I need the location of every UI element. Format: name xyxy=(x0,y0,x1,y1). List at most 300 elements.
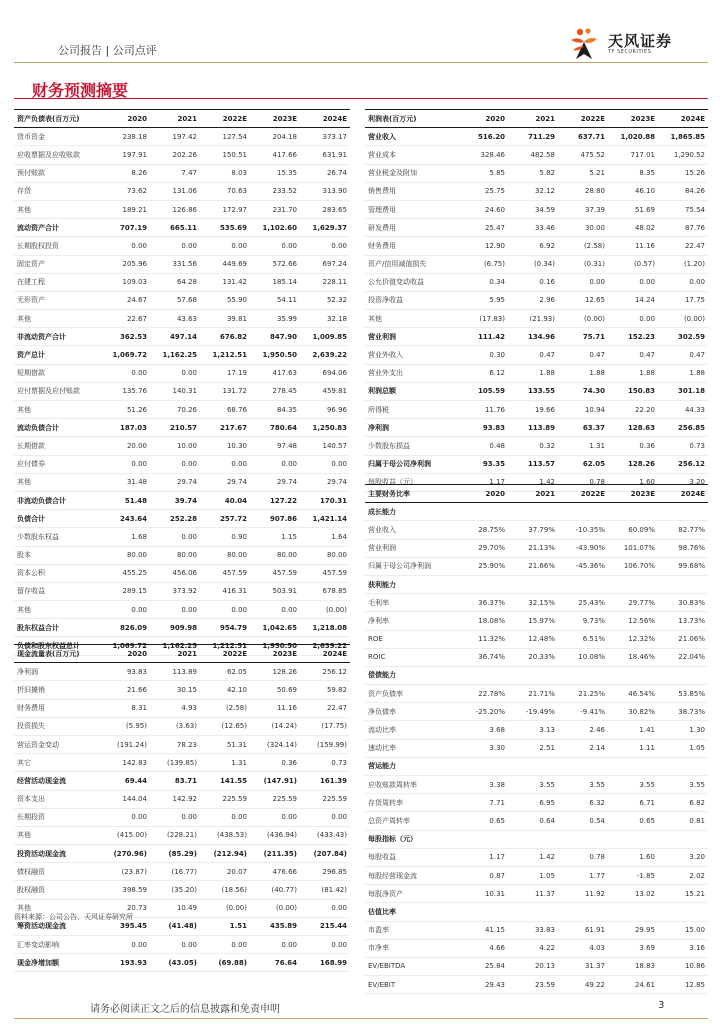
row-label: 货币资金 xyxy=(14,128,100,146)
table-row xyxy=(365,237,708,255)
cell-value: 780.64 xyxy=(250,419,300,437)
cell-value: 134.96 xyxy=(508,328,558,346)
cell-value: 7.71 xyxy=(458,794,508,812)
table-row xyxy=(14,491,350,509)
row-label: 投资损失 xyxy=(14,717,100,735)
cell-value: 150.83 xyxy=(608,382,658,400)
cell-value: 35.99 xyxy=(250,310,300,328)
row-label: 其他 xyxy=(14,473,100,491)
cell-value: 10.30 xyxy=(200,437,250,455)
cell-value: 0.00 xyxy=(608,273,658,291)
cell-value: 0.00 xyxy=(150,455,200,473)
cell-value: 0.54 xyxy=(558,812,608,830)
footer-divider xyxy=(14,1018,708,1019)
table-row xyxy=(365,521,708,539)
header-divider xyxy=(14,62,708,63)
table-row xyxy=(365,939,708,957)
cell-value: 457.59 xyxy=(200,564,250,582)
table-row xyxy=(365,539,708,557)
table-header-row xyxy=(365,485,708,503)
cell-value: 516.20 xyxy=(458,128,508,146)
cell-value: (0.00) xyxy=(300,601,350,619)
column-header: 2023E xyxy=(250,110,300,128)
cell-value: 140.57 xyxy=(300,437,350,455)
row-label: 偿债能力 xyxy=(365,666,458,684)
row-label: 营运资金变动 xyxy=(14,735,100,753)
cell-value: 1.88 xyxy=(558,364,608,382)
column-header: 2023E xyxy=(608,485,658,503)
cell-value: 97.48 xyxy=(250,437,300,455)
cell-value: 459.81 xyxy=(300,382,350,400)
cell-value: 3.55 xyxy=(658,776,708,794)
cell-value: 1,950.50 xyxy=(250,346,300,364)
cell-value: 34.59 xyxy=(508,200,558,218)
cell-value: 73.62 xyxy=(100,182,150,200)
cell-value: 2.02 xyxy=(658,866,708,884)
cell-value: 0.47 xyxy=(608,346,658,364)
cell-value: 28.75% xyxy=(458,521,508,539)
cell-value: 23.59 xyxy=(508,976,558,994)
cell-value xyxy=(658,757,708,775)
cell-value: 32.18 xyxy=(300,310,350,328)
row-label: 净利率 xyxy=(365,612,458,630)
cell-value: 51.31 xyxy=(200,735,250,753)
cell-value: (0.00) xyxy=(250,899,300,917)
cell-value: 1.60 xyxy=(608,473,658,491)
cell-value: (40.77) xyxy=(250,881,300,899)
row-label: 估值比率 xyxy=(365,903,458,921)
cell-value: 31.48 xyxy=(100,473,150,491)
column-header: 2023E xyxy=(250,645,300,663)
row-label: ROE xyxy=(365,630,458,648)
cell-value: 31.37 xyxy=(558,957,608,975)
table-row xyxy=(14,473,350,491)
cell-value: 75.71 xyxy=(558,328,608,346)
cell-value: (43.05) xyxy=(150,954,200,972)
cell-value: 98.76% xyxy=(658,539,708,557)
cell-value: 1.88 xyxy=(658,364,708,382)
cell-value: 455.25 xyxy=(100,564,150,582)
cell-value: -43.90% xyxy=(558,539,608,557)
cell-value: 87.76 xyxy=(658,219,708,237)
table-row xyxy=(14,936,350,954)
column-header: 2020 xyxy=(458,485,508,503)
column-header: 2023E xyxy=(608,110,658,128)
cell-value: 20.07 xyxy=(200,863,250,881)
cell-value: 141.55 xyxy=(200,772,250,790)
cell-value: 1.42 xyxy=(508,473,558,491)
cell-value: 215.44 xyxy=(300,917,350,935)
cell-value xyxy=(508,903,558,921)
row-label: 每股收益 xyxy=(365,848,458,866)
column-header: 2024E xyxy=(300,110,350,128)
cell-value: 52.32 xyxy=(300,291,350,309)
cell-value: 30.83% xyxy=(658,594,708,612)
cell-value: 50.69 xyxy=(250,681,300,699)
cell-value: 225.59 xyxy=(300,790,350,808)
table-row xyxy=(365,721,708,739)
cell-value: (17.83) xyxy=(458,310,508,328)
cell-value: 503.91 xyxy=(250,582,300,600)
row-label: 股东权益合计 xyxy=(14,619,100,637)
cell-value: 435.89 xyxy=(250,917,300,935)
table-row xyxy=(365,273,708,291)
cell-value: 24.60 xyxy=(458,200,508,218)
company-logo xyxy=(566,26,706,62)
cell-value: 0.00 xyxy=(100,455,150,473)
row-label: 其他 xyxy=(14,826,100,844)
cell-value: 8.31 xyxy=(100,699,150,717)
cell-value: 4.03 xyxy=(558,939,608,957)
cell-value: 6.12 xyxy=(458,364,508,382)
cell-value: 2,639.22 xyxy=(300,346,350,364)
table-row xyxy=(365,976,708,994)
cell-value: 0.34 xyxy=(458,273,508,291)
cell-value: (228.21) xyxy=(150,826,200,844)
row-label: 经营活动现金流 xyxy=(14,772,100,790)
cell-value: 1.11 xyxy=(608,739,658,757)
cell-value: 456.06 xyxy=(150,564,200,582)
cell-value: 1.05 xyxy=(658,739,708,757)
cell-value: 22.20 xyxy=(608,401,658,419)
row-label: 流动比率 xyxy=(365,721,458,739)
cell-value: 15.21 xyxy=(658,885,708,903)
table-row xyxy=(14,845,350,863)
row-label: 非流动负债合计 xyxy=(14,491,100,509)
cell-value xyxy=(558,575,608,593)
row-label: 投资净收益 xyxy=(365,291,458,309)
cell-value: (1.20) xyxy=(658,255,708,273)
cell-value: 93.83 xyxy=(458,419,508,437)
cell-value: 1.42 xyxy=(508,848,558,866)
cell-value: 22.47 xyxy=(658,237,708,255)
cell-value xyxy=(458,575,508,593)
cell-value: 49.22 xyxy=(558,976,608,994)
cell-value: 135.76 xyxy=(100,382,150,400)
row-label: 资产总计 xyxy=(14,346,100,364)
cell-value: 8.26 xyxy=(100,164,150,182)
logo-mark-icon xyxy=(566,26,602,62)
cell-value: 1.88 xyxy=(508,364,558,382)
cell-value: 2.14 xyxy=(558,739,608,757)
column-header: 2022E xyxy=(558,110,608,128)
cell-value: 0.00 xyxy=(608,310,658,328)
table-row xyxy=(14,182,350,200)
row-label: 净负债率 xyxy=(365,703,458,721)
column-header: 2022E xyxy=(200,645,250,663)
cell-value: (12.65) xyxy=(200,717,250,735)
page-title: 财务预测摘要 xyxy=(32,81,129,100)
cell-value: 5.95 xyxy=(458,291,508,309)
row-label: 公允价值变动收益 xyxy=(365,273,458,291)
cell-value: 113.57 xyxy=(508,455,558,473)
cell-value: 0.00 xyxy=(100,808,150,826)
cell-value: 78.23 xyxy=(150,735,200,753)
cell-value: 225.59 xyxy=(200,790,250,808)
cell-value: 24.61 xyxy=(608,976,658,994)
cell-value: 6.32 xyxy=(558,794,608,812)
cell-value: (270.96) xyxy=(100,845,150,863)
cell-value: 954.79 xyxy=(200,619,250,637)
row-label: 成长能力 xyxy=(365,503,458,521)
cell-value: 126.86 xyxy=(150,200,200,218)
row-label: 资产负债率 xyxy=(365,685,458,703)
cell-value: 189.21 xyxy=(100,200,150,218)
cell-value: 44.33 xyxy=(658,401,708,419)
table-row xyxy=(365,630,708,648)
cell-value: 84.35 xyxy=(250,401,300,419)
cell-value: 717.01 xyxy=(608,146,658,164)
cell-value: 25.75 xyxy=(458,182,508,200)
row-label: 其他 xyxy=(14,310,100,328)
row-label: 应付票据及应付账款 xyxy=(14,382,100,400)
cell-value: 637.71 xyxy=(558,128,608,146)
cell-value: 21.66% xyxy=(508,557,558,575)
cell-value: (0.34) xyxy=(508,255,558,273)
row-label: 负债和股东权益总计 xyxy=(14,637,100,655)
table-row xyxy=(14,382,350,400)
cell-value: 231.70 xyxy=(250,200,300,218)
table-row xyxy=(14,619,350,637)
cell-value: 51.48 xyxy=(100,491,150,509)
row-label: 股权融资 xyxy=(14,881,100,899)
cell-value: 39.81 xyxy=(200,310,250,328)
row-label: 所得税 xyxy=(365,401,458,419)
table-row xyxy=(14,437,350,455)
cell-value: 18.83 xyxy=(608,957,658,975)
cell-value: 10.94 xyxy=(558,401,608,419)
table-row xyxy=(14,455,350,473)
cell-value: 185.14 xyxy=(250,273,300,291)
cell-value: 252.28 xyxy=(150,510,200,528)
row-label: 每股收益（元） xyxy=(365,473,458,491)
row-label: 销售费用 xyxy=(365,182,458,200)
cell-value: 140.31 xyxy=(150,382,200,400)
cell-value: 6.92 xyxy=(508,237,558,255)
table-row xyxy=(14,164,350,182)
cell-value: 80.00 xyxy=(200,546,250,564)
row-label: 存货 xyxy=(14,182,100,200)
cell-value: 0.00 xyxy=(100,364,150,382)
cell-value: 60.09% xyxy=(608,521,658,539)
row-label: 固定资产 xyxy=(14,255,100,273)
cell-value: 11.76 xyxy=(458,401,508,419)
cell-value: 15.35 xyxy=(250,164,300,182)
cell-value: 3.20 xyxy=(658,848,708,866)
cell-value: 11.32% xyxy=(458,630,508,648)
row-label: 市盈率 xyxy=(365,921,458,939)
cell-value: 11.37 xyxy=(508,885,558,903)
cell-value: 14.24 xyxy=(608,291,658,309)
table-row xyxy=(14,954,350,972)
cell-value: (85.29) xyxy=(150,845,200,863)
cell-value: 62.05 xyxy=(200,663,250,681)
cell-value xyxy=(558,503,608,521)
cell-value: 128.26 xyxy=(608,455,658,473)
cell-value: 0.47 xyxy=(658,346,708,364)
cell-value xyxy=(658,903,708,921)
row-label: 非流动资产合计 xyxy=(14,328,100,346)
cell-value: 25.47 xyxy=(458,219,508,237)
column-header: 2022E xyxy=(200,110,250,128)
cell-value: 21.13% xyxy=(508,539,558,557)
row-label: 净利润 xyxy=(365,419,458,437)
row-label: ROIC xyxy=(365,648,458,666)
row-label: 少数股东损益 xyxy=(365,437,458,455)
table-row xyxy=(365,255,708,273)
cell-value: 711.29 xyxy=(508,128,558,146)
cell-value: 20.73 xyxy=(100,899,150,917)
cell-value: 1,042.65 xyxy=(250,619,300,637)
cell-value: 30.15 xyxy=(150,681,200,699)
cell-value: 99.68% xyxy=(658,557,708,575)
cell-value: (21.93) xyxy=(508,310,558,328)
cell-value xyxy=(558,830,608,848)
table-row xyxy=(14,273,350,291)
cell-value: 676.82 xyxy=(200,328,250,346)
table-row xyxy=(365,419,708,437)
cell-value xyxy=(458,503,508,521)
table-row xyxy=(365,328,708,346)
row-label: 筹资活动现金流 xyxy=(14,917,100,935)
column-header: 2024E xyxy=(658,110,708,128)
table-row xyxy=(365,921,708,939)
column-header: 2021 xyxy=(508,485,558,503)
report-type-label: 公司报告 | 公司点评 xyxy=(58,44,157,57)
cell-value: 289.15 xyxy=(100,582,150,600)
cell-value: 0.00 xyxy=(200,455,250,473)
cell-value xyxy=(558,757,608,775)
cell-value: 457.59 xyxy=(300,564,350,582)
cell-value: 1,421.14 xyxy=(300,510,350,528)
row-label: 营业利润 xyxy=(365,328,458,346)
cell-value: 535.69 xyxy=(200,219,250,237)
cell-value: 631.91 xyxy=(300,146,350,164)
cell-value: 1,250.83 xyxy=(300,419,350,437)
cell-value: 69.44 xyxy=(100,772,150,790)
cell-value: 193.93 xyxy=(100,954,150,972)
table-row xyxy=(365,128,708,146)
cell-value: 29.74 xyxy=(150,473,200,491)
cell-value xyxy=(508,830,558,848)
column-header: 主要财务比率 xyxy=(365,485,458,503)
row-label: 市净率 xyxy=(365,939,458,957)
cell-value: 233.52 xyxy=(250,182,300,200)
cell-value: (0.31) xyxy=(558,255,608,273)
cell-value: 909.98 xyxy=(150,619,200,637)
cell-value xyxy=(608,503,658,521)
cell-value: 0.00 xyxy=(300,936,350,954)
cell-value: 48.02 xyxy=(608,219,658,237)
cell-value: 21.25% xyxy=(558,685,608,703)
cell-value: 1,069.72 xyxy=(100,637,150,655)
row-label: 每股净资产 xyxy=(365,885,458,903)
cell-value: 12.56% xyxy=(608,612,658,630)
cell-value: 313.90 xyxy=(300,182,350,200)
cell-value: 1,865.85 xyxy=(658,128,708,146)
key-ratios-table xyxy=(365,484,708,994)
cell-value: 826.09 xyxy=(100,619,150,637)
cell-value xyxy=(658,666,708,684)
table-row xyxy=(14,808,350,826)
cell-value: 128.26 xyxy=(250,663,300,681)
table-row xyxy=(14,564,350,582)
cell-value: 1,009.85 xyxy=(300,328,350,346)
table-row xyxy=(14,200,350,218)
row-label: 毛利率 xyxy=(365,594,458,612)
row-label: EV/EBIT xyxy=(365,976,458,994)
cell-value: 93.83 xyxy=(100,663,150,681)
cell-value: 144.04 xyxy=(100,790,150,808)
cell-value: 1.51 xyxy=(200,917,250,935)
row-label: 流动负债合计 xyxy=(14,419,100,437)
row-label: 财务费用 xyxy=(365,237,458,255)
cell-value: 3.55 xyxy=(558,776,608,794)
cell-value: 1,212.51 xyxy=(200,637,250,655)
table-row xyxy=(365,739,708,757)
cell-value: 457.59 xyxy=(250,564,300,582)
cell-value: 301.18 xyxy=(658,382,708,400)
cell-value: 1.05 xyxy=(508,866,558,884)
cell-value: 11.16 xyxy=(608,237,658,255)
column-header: 现金流量表(百万元) xyxy=(14,645,100,663)
cell-value: 10.00 xyxy=(150,437,200,455)
cell-value: 1.68 xyxy=(100,528,150,546)
cell-value: 150.51 xyxy=(200,146,250,164)
cell-value: 0.00 xyxy=(100,601,150,619)
cell-value: 497.14 xyxy=(150,328,200,346)
cell-value: 697.24 xyxy=(300,255,350,273)
cell-value: 278.45 xyxy=(250,382,300,400)
cell-value: 106.70% xyxy=(608,557,658,575)
cash-flow-table xyxy=(14,644,350,972)
cell-value: 12.48% xyxy=(508,630,558,648)
section-header-row xyxy=(365,757,708,775)
cell-value: 46.10 xyxy=(608,182,658,200)
row-label: 营业外收入 xyxy=(365,346,458,364)
cell-value: 29.74 xyxy=(300,473,350,491)
row-label: 总资产周转率 xyxy=(365,812,458,830)
cell-value: 20.33% xyxy=(508,648,558,666)
cell-value: 0.00 xyxy=(250,601,300,619)
cell-value: 40.04 xyxy=(200,491,250,509)
row-label: 预付账款 xyxy=(14,164,100,182)
table-row xyxy=(365,401,708,419)
cell-value: 4.22 xyxy=(508,939,558,957)
row-label: 速动比率 xyxy=(365,739,458,757)
cell-value: 202.26 xyxy=(150,146,200,164)
cell-value: (324.14) xyxy=(250,735,300,753)
cell-value: -19.49% xyxy=(508,703,558,721)
table-row xyxy=(365,219,708,237)
cell-value: 0.00 xyxy=(250,808,300,826)
row-label: 折旧摊销 xyxy=(14,681,100,699)
cell-value: 70.26 xyxy=(150,401,200,419)
table-row xyxy=(14,717,350,735)
cell-value: 109.03 xyxy=(100,273,150,291)
cell-value: 53.85% xyxy=(658,685,708,703)
row-label: 留存收益 xyxy=(14,582,100,600)
disclaimer-text: 请务必阅读正文之后的信息披露和免责申明 xyxy=(90,1004,280,1015)
row-label: 其他 xyxy=(365,310,458,328)
cell-value: 170.31 xyxy=(300,491,350,509)
cell-value: 328.46 xyxy=(458,146,508,164)
cell-value: 75.54 xyxy=(658,200,708,218)
cell-value: (18.56) xyxy=(200,881,250,899)
cell-value: 37.39 xyxy=(558,200,608,218)
cell-value xyxy=(558,903,608,921)
income-statement-table xyxy=(365,109,708,492)
